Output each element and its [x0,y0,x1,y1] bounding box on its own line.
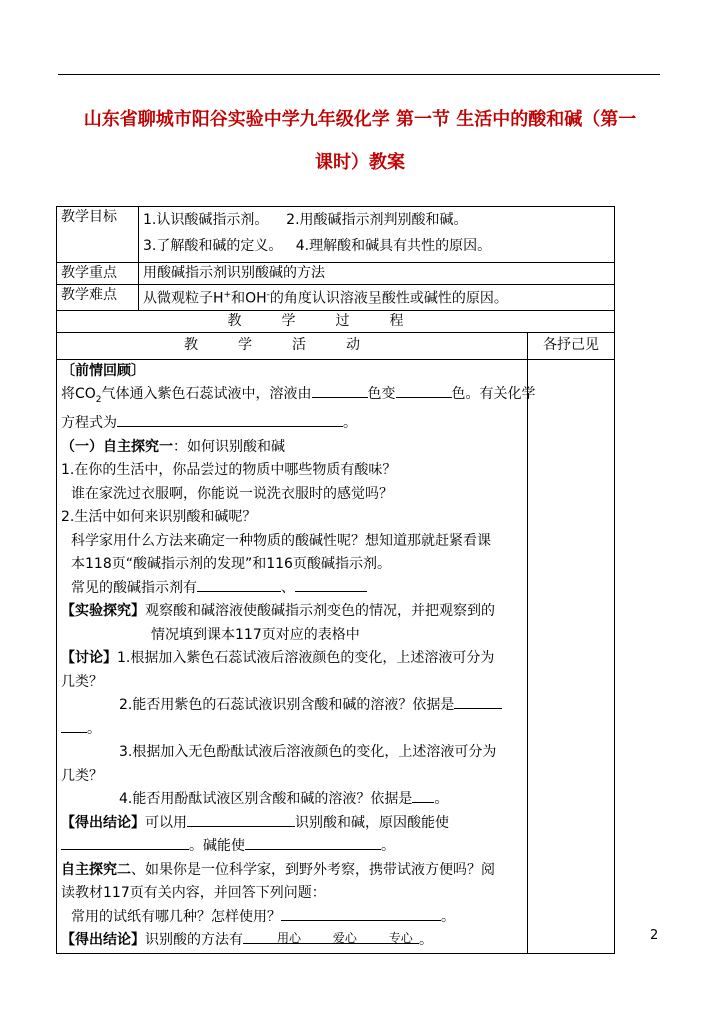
oh-minus-sup: - [266,290,270,300]
disc-title: 【讨论】 [61,650,117,667]
review-l2-a: 方程式为 [61,415,117,432]
explore2-a: 、如果你是一位科学家，到野外考察，携带试液方便吗？阅 [131,861,495,878]
blank-test-paper[interactable] [281,906,441,921]
blank-color-to[interactable] [396,383,452,398]
goals-cell [139,207,615,263]
explore2-b: 读教材117页有关内容，并回答下列问题： [61,885,326,902]
opinion-cell[interactable] [528,359,615,953]
exp-title: 【实验探究】 [61,603,145,620]
exp-text: 观察酸和碱溶液使酸碱指示剂变色的情况，并把观察到的 [145,603,495,620]
focus-text: 用酸碱指示剂识别酸碱的方法 [139,263,615,285]
footer-item-2: 爱心 [332,931,357,945]
q2d-line [61,577,523,601]
concl1-line [61,812,523,836]
activity-content [57,359,536,953]
concl2-title: 【得出结论】 [61,932,145,949]
explore2-c-line [61,906,523,930]
blank-base-effect[interactable] [245,835,381,850]
concl2-end: 。 [419,932,433,949]
review-l1-a: 将CO [61,386,96,403]
q2b: 科学家用什么方法来确定一种物质的酸碱性呢？想知道那就赶紧看课 [71,532,491,549]
document-title-line1: 山东省聊城市阳谷实验中学九年级化学 第一节 生活中的酸和碱（第一 [83,109,637,130]
process-header [57,310,615,332]
concl1-a: 可以用 [145,814,187,831]
h-plus-sup: + [223,290,232,300]
difficulty-text [139,285,615,311]
blank-disc2-cont[interactable] [61,718,87,733]
blank-indicator-2[interactable] [295,577,367,592]
q2: 2.生活中如何来识别酸和碱呢？ [61,509,257,526]
review-l1-d: 色。有关化学 [451,386,536,403]
disc1b: 几类？ [61,673,103,690]
blank-concl1-method[interactable] [187,812,295,827]
concl1-b: 识别酸和碱，原因酸能使 [295,814,449,831]
disc3: 3.根据加入无色酚酞试液后溶液颜色的变化，上述溶液可分为 [119,744,497,761]
blank-indicator-1[interactable] [197,577,281,592]
q1b: 谁在家洗过衣服啊，你能说一说洗衣服时的感觉吗？ [71,485,393,502]
concl1-c: 。碱能使 [189,838,245,855]
activity-header-text: 教学活动 [184,337,400,354]
activity-header [57,332,528,359]
explore1-rest: ：如何识别酸和碱 [173,438,285,455]
exp-text2: 情况填到课本117页对应的表格中 [151,626,360,643]
disc4-line [61,788,523,812]
co2-subscript: 2 [95,394,102,405]
concl1-title: 【得出结论】 [61,814,145,831]
page-number: 2 [650,928,659,943]
q2d-sep: 、 [281,579,295,596]
review-l2-b: 。 [343,415,357,432]
difficulty-pre: 从微观粒子H [143,290,224,307]
goal-line-2: 3.了解酸和碱的定义。 4.理解酸和碱具有共性的原因。 [143,238,492,254]
blank-acid-effect[interactable] [61,835,189,850]
blank-disc2[interactable] [454,694,502,709]
difficulty-label: 教学难点 [57,285,139,311]
document-title-line2: 课时）教案 [315,152,405,173]
blank-equation[interactable] [117,412,343,427]
disc4-end: 。 [434,791,449,808]
disc2: 2.能否用紫色的石蕊试液识别含酸和碱的溶液？依据是 [119,697,455,714]
lesson-plan-table [56,206,615,954]
difficulty-post: 的角度认识溶液呈酸性或碱性的原因。 [269,290,508,307]
review-line-2 [61,412,523,436]
explore2-c-end: 。 [441,908,455,925]
difficulty-mid: 和OH [231,290,267,307]
review-title: 〔前情回顾〕 [61,362,145,379]
concl1-line2 [61,835,523,859]
footer-motto [277,929,441,949]
disc2b-line [61,718,523,742]
explore2-c: 常用的试纸有哪几种？怎样使用？ [71,908,281,925]
blank-disc4[interactable] [412,788,434,803]
explore2-line [61,859,523,883]
concl1-d: 。 [381,838,395,855]
goal-line-1: 1.认识酸碱指示剂。 2.用酸碱指示剂判别酸和碱。 [143,212,468,228]
explore2-title: 自主探究二 [61,861,131,878]
footer-item-1: 用心 [277,931,302,945]
opinion-header: 各抒己见 [528,332,615,359]
footer-item-3: 专心 [388,931,413,945]
disc1: 1.根据加入紫色石蕊试液后溶液颜色的变化，上述溶液可分为 [117,650,495,667]
disc-line [61,647,523,671]
q1: 1.在你的生活中，你品尝过的物质中哪些物质有酸味？ [61,462,397,479]
goals-label: 教学目标 [57,207,139,263]
review-line-1 [61,383,536,412]
q2c: 本118页“酸碱指示剂的发现”和116页酸碱指示剂。 [71,556,391,573]
blank-color-from[interactable] [312,383,368,398]
review-l1-c: 色变 [367,386,396,403]
process-header-text: 教学过程 [227,312,444,329]
header-rule [58,74,660,75]
concl2-a: 识别酸的方法有 [145,932,243,949]
disc3b: 几类？ [61,767,103,784]
disc2b-end: 。 [87,720,101,737]
exp-line [61,600,523,624]
focus-label: 教学重点 [57,263,139,285]
disc2-line [61,694,523,718]
q2d: 常见的酸碱指示剂有 [71,579,197,596]
disc4: 4.能否用酚酞试液区别含酸和碱的溶液？依据是 [119,791,413,808]
review-l1-b: 气体通入紫色石蕊试液中，溶液由 [101,386,312,403]
explore1-heading [61,436,523,460]
explore1-title: （一）自主探究一 [61,438,173,455]
